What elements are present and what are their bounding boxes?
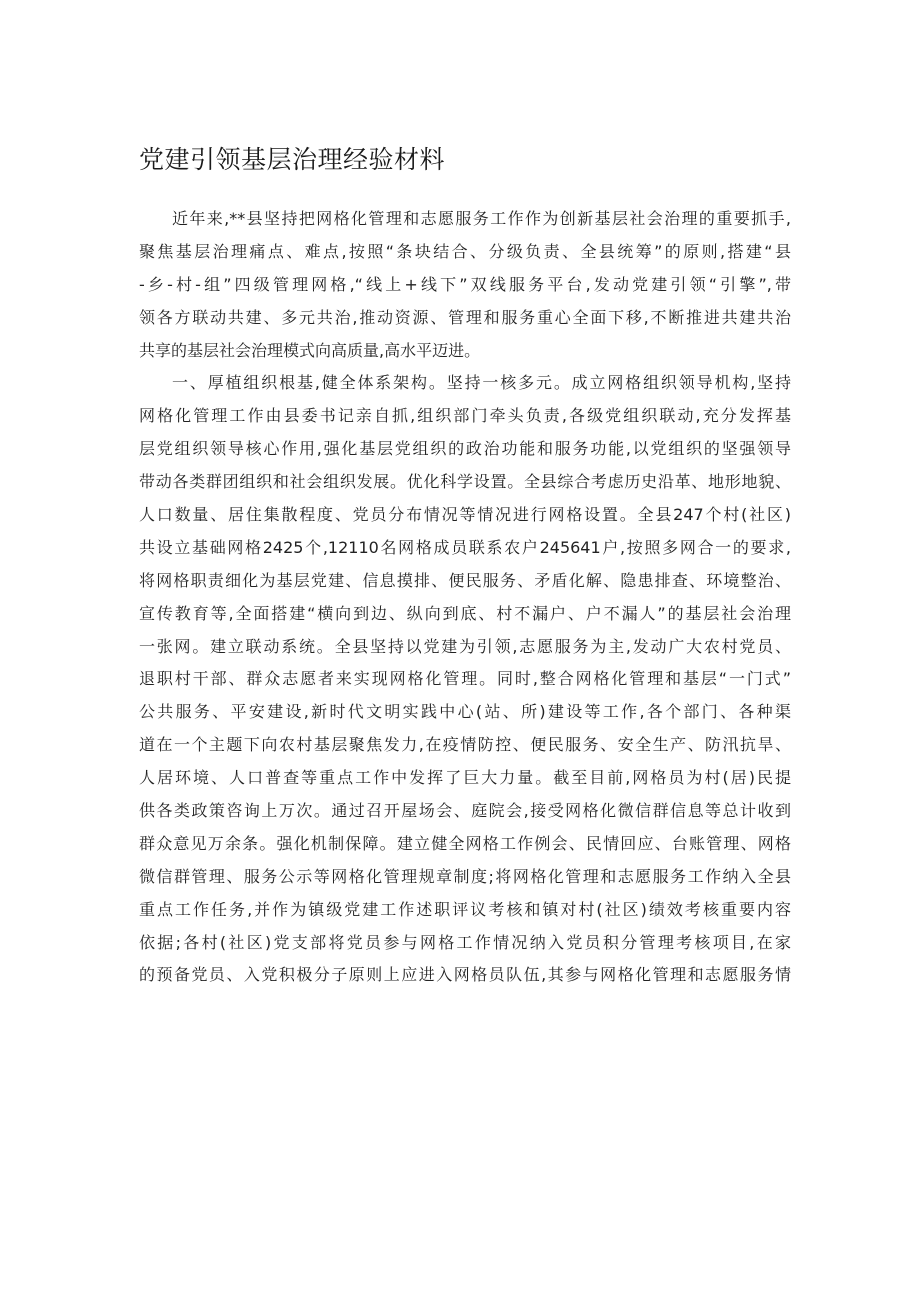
text-line: 宣传教育等,全面搭建“横向到边、纵向到底、村不漏户、户不漏人”的基层社会治理 <box>139 603 791 623</box>
text-line: 将网格职责细化为基层党建、信息摸排、便民服务、矛盾化解、隐患排查、环境整治、 <box>139 570 791 590</box>
text-line: 的预备党员、入党积极分子原则上应进入网格员队伍,其参与网格化管理和志愿服务情 <box>139 965 791 985</box>
text-line: 依据;各村(社区)党支部将党员参与网格工作情况纳入党员积分管理考核项目,在家 <box>139 932 791 952</box>
text-line: 重点工作任务,并作为镇级党建工作述职评议考核和镇对村(社区)绩效考核重要内容 <box>139 899 791 919</box>
text-line: 群众意见万余条。强化机制保障。建立健全网格工作例会、民情回应、台账管理、网格 <box>139 833 791 853</box>
text-line: 公共服务、平安建设,新时代文明实践中心(站、所)建设等工作,各个部门、各种渠 <box>139 702 791 722</box>
text-line: 共设立基础网格2425个,12110名网格成员联系农户245641户,按照多网合一的要求, <box>139 537 791 557</box>
text-line: 微信群管理、服务公示等网格化管理规章制度;将网格化管理和志愿服务工作纳入全县 <box>139 866 791 886</box>
text-line: 领各方联动共建、多元共治,推动资源、管理和服务重心全面下移,不断推进共建共治 <box>139 307 791 327</box>
document-title: 党建引领基层治理经验材料 <box>139 145 446 174</box>
text-line: 一张网。建立联动系统。全县坚持以党建为引领,志愿服务为主,发动广大农村党员、 <box>139 636 791 656</box>
text-line: 网格化管理工作由县委书记亲自抓,组织部门牵头负责,各级党组织联动,充分发挥基 <box>139 406 791 426</box>
text-line: -乡-村-组”四级管理网格,“线上+线下”双线服务平台,发动党建引领“引擎”,带 <box>139 274 791 294</box>
text-line: 聚焦基层治理痛点、难点,按照“条块结合、分级负责、全县统筹”的原则,搭建“县 <box>139 241 791 261</box>
text-line: 层党组织领导核心作用,强化基层党组织的政治功能和服务功能,以党组织的坚强领导 <box>139 439 791 459</box>
document-body <box>139 203 791 992</box>
text-line: 近年来,**县坚持把网格化管理和志愿服务工作作为创新基层社会治理的重要抓手, <box>172 209 791 228</box>
text-line: 道在一个主题下向农村基层聚焦发力,在疫情防控、便民服务、安全生产、防汛抗旱、 <box>139 735 791 755</box>
text-line: 人口数量、居住集散程度、党员分布情况等情况进行网格设置。全县247个村(社区) <box>139 505 791 525</box>
text-line: 人居环境、人口普查等重点工作中发挥了巨大力量。截至目前,网格员为村(居)民提 <box>139 768 791 788</box>
text-line: 供各类政策咨询上万次。通过召开屋场会、庭院会,接受网格化微信群信息等总计收到 <box>139 801 791 821</box>
text-line: 退职村干部、群众志愿者来实现网格化管理。同时,整合网格化管理和基层“一门式” <box>139 669 791 689</box>
text-line: 带动各类群团组织和社会组织发展。优化科学设置。全县综合考虑历史沿革、地形地貌、 <box>139 472 791 492</box>
text-line: 一、厚植组织根基,健全体系架构。坚持一核多元。成立网格组织领导机构,坚持 <box>172 373 791 393</box>
paragraph-section-one <box>139 367 791 992</box>
text-line: 共享的基层社会治理模式向高质量,高水平迈进。 <box>139 340 481 360</box>
paragraph-intro <box>139 203 791 367</box>
